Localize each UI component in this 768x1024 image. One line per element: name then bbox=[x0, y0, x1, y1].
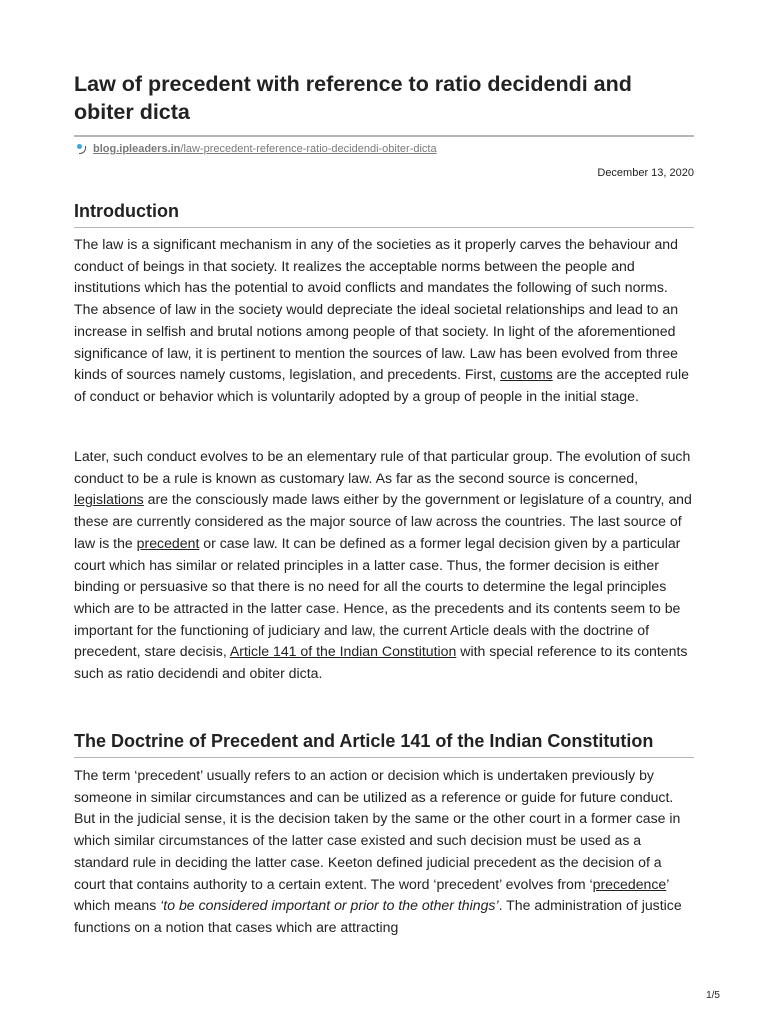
paragraph-intro-1 bbox=[74, 234, 694, 408]
link-legislations[interactable]: legislations bbox=[74, 491, 144, 508]
italic-quote: ‘to be considered important or prior to the other things’ bbox=[160, 897, 499, 914]
source-path: /law-precedent-reference-ratio-decidendi-obiter-dicta bbox=[180, 143, 437, 155]
text-run: with special reference to its contents such as ratio decidendi and obiter dicta. bbox=[74, 643, 688, 682]
page-number: 1/5 bbox=[706, 990, 720, 1001]
source-url[interactable] bbox=[93, 142, 437, 156]
publish-date: December 13, 2020 bbox=[597, 167, 694, 179]
text-run: . The administration of justice functions on a notion that cases which are attracting bbox=[74, 897, 682, 935]
link-article-141[interactable]: Article 141 of the Indian Constitution bbox=[229, 643, 457, 660]
link-precedence[interactable]: precedence bbox=[592, 875, 667, 892]
link-precedent[interactable]: precedent bbox=[136, 534, 200, 551]
text-run: The term ‘precedent’ usually refers to an action or decision which is undertaken previously by someone in similar circumstances and can be utilized as a reference or guide for future conduct. But in the judicial sense, it is the decision taken by the same or the other court in a former case in which similar circumstances of the latter case existed and such decision must be used as a standard rule in deciding the latter case. Keeton defined judicial precedent as the decision of a court that contains authority to a certain extent. The word ‘precedent’ evolves from ‘ bbox=[74, 767, 681, 892]
source-link[interactable] bbox=[77, 142, 437, 156]
text-run: The law is a significant mechanism in any of the societies as it properly carves the behaviour and conduct of beings in that society. It realizes the acceptable norms between the people and institutions which has the potential to avoid conflicts and mandates the following of such norms. The absence of law in the society would depreciate the ideal societal relationships and lead to an increase in selfish and brutal notions among people of that society. In light of the aforementioned significance of law, it is pertinent to mention the sources of law. Law has been evolved from three kinds of sources namely customs, legislation, and precedents. First, bbox=[74, 236, 679, 383]
text-run: Later, such conduct evolves to be an elementary rule of that particular group. The evolution of such conduct to be a rule is known as customary law. As far as the second source is concerned, bbox=[74, 448, 691, 486]
source-host: blog.ipleaders.in bbox=[93, 143, 181, 155]
heading-introduction: Introduction bbox=[74, 199, 694, 228]
link-icon bbox=[77, 143, 87, 155]
text-run: or case law. It can be defined as a former legal decision given by a particular court which has similar or related principles in a latter case. Thus, the former decision is either binding or persuasive so that there is no need for all the courts to determine the legal principles which are to be attracted in the latter case. Hence, as the precedents and its contents seem to be important for the functioning of judiciary and law, the current Article deals with the doctrine of precedent, stare decisis, bbox=[74, 534, 681, 660]
text-run: ’ which means bbox=[74, 875, 669, 914]
link-customs[interactable]: customs bbox=[500, 366, 553, 383]
text-run: are the consciously made laws either by the government or legislature of a country, and these are currently considered as the major source of law across the countries. The last source of law is the bbox=[74, 491, 692, 551]
heading-doctrine: The Doctrine of Precedent and Article 141 of the Indian Constitution bbox=[74, 729, 694, 758]
paragraph-intro-2 bbox=[74, 446, 694, 685]
paragraph-doctrine-1 bbox=[74, 765, 694, 939]
text-run: are the accepted rule of conduct or behavior which is voluntarily adopted by a group of people in the initial stage. bbox=[74, 366, 689, 404]
title-divider bbox=[74, 135, 694, 137]
page-title: Law of precedent with reference to ratio decidendi and obiter dicta bbox=[74, 72, 632, 124]
